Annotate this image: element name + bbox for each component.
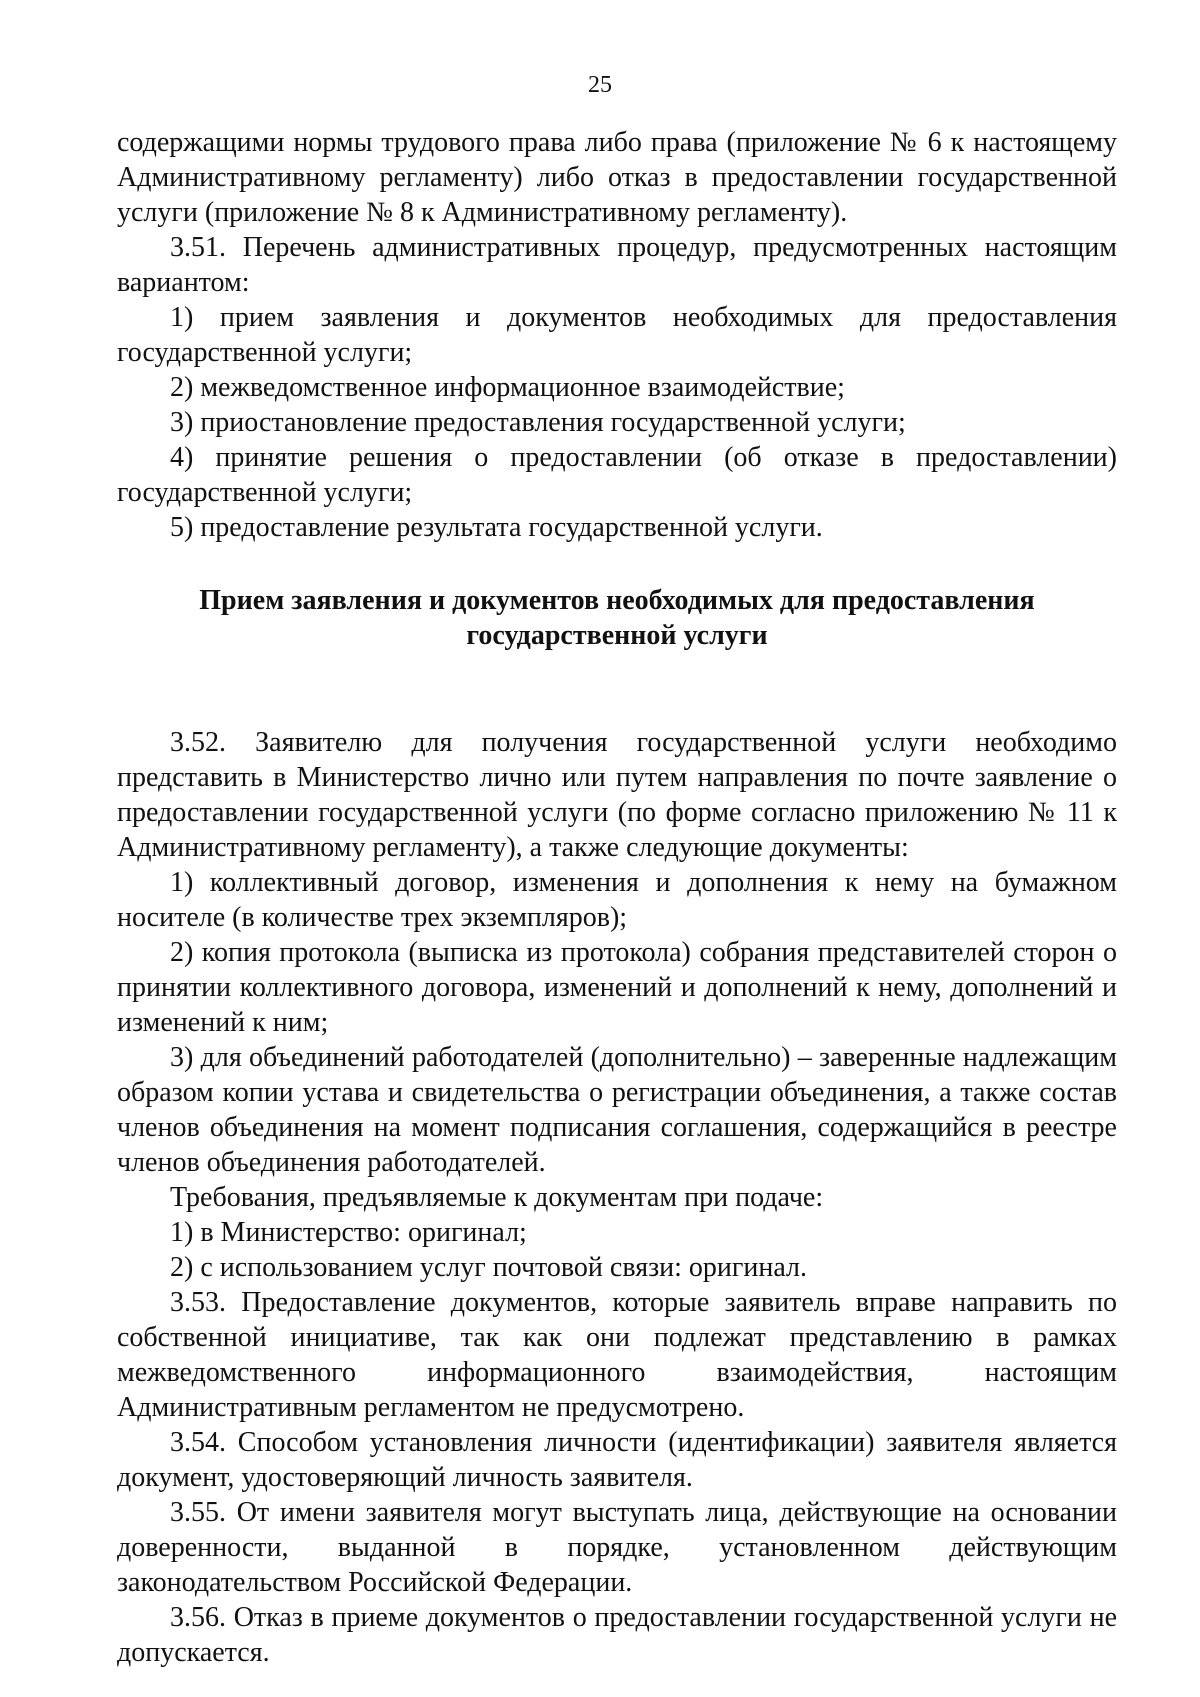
list-item-requirement-2: 2) с использованием услуг почтовой связи: оригинал. (170, 1252, 807, 1283)
list-item-procedure-1: 1) прием заявления и документов необходимых для предоставления государственной услуги; (117, 302, 1117, 368)
spacer (117, 545, 1117, 583)
list-item-procedure-2: 2) межведомственное информационное взаимодействие; (170, 372, 845, 403)
paragraph-3-55: 3.55. От имени заявителя могут выступать лица, действующие на основании доверенности, выданной в порядке, установленном действующим законодательством Российской Федерации. (117, 1497, 1117, 1598)
paragraph-3-51: 3.51. Перечень административных процедур, предусмотренных настоящим вариантом: (117, 232, 1117, 298)
paragraph-3-52: 3.52. Заявителю для получения государственной услуги необходимо представить в Министерство лично или путем направления по почте заявление о предоставлении государственной услуги (по форме согласно приложению № 11 к Административному регламенту), а также следующие документы: (117, 727, 1117, 863)
paragraph-3-53: 3.53. Предоставление документов, которые заявитель вправе направить по собственной инициативе, так как они подлежат представлению в рамках межведомственного информационного взаимодействия, настоящим Административным регламентом не предусмотрено. (117, 1287, 1117, 1423)
paragraph-requirements: Требования, предъявляемые к документам при подаче: (170, 1182, 824, 1213)
list-item-document-2: 2) копия протокола (выписка из протокола) собрания представителей сторон о принятии коллективного договора, изменений и дополнений к нему, дополнений и изменений к ним; (117, 937, 1117, 1038)
spacer (117, 653, 1117, 725)
section-heading-line-1: Прием заявления и документов необходимых для предоставления (199, 585, 1035, 616)
list-item-document-3: 3) для объединений работодателей (дополнительно) – заверенные надлежащим образом копии устава и свидетельства о регистрации объединения, а также состав членов объединения на момент подписания соглашения, содержащийся в реестре членов объединения работодателей. (117, 1042, 1117, 1178)
list-item-procedure-4: 4) принятие решения о предоставлении (об отказе в предоставлении) государственной услуги; (117, 442, 1117, 508)
document-body (117, 125, 1117, 1670)
list-item-procedure-3: 3) приостановление предоставления государственной услуги; (170, 407, 906, 438)
section-heading-line-2: государственной услуги (466, 620, 768, 651)
paragraph-3-54: 3.54. Способом установления личности (идентификации) заявителя является документ, удостоверяющий личность заявителя. (117, 1427, 1117, 1493)
page-number: 25 (588, 72, 612, 98)
paragraph-continuation: содержащими нормы трудового права либо права (приложение № 6 к настоящему Административному регламенту) либо отказ в предоставлении государственной услуги (приложение № 8 к Административному регламенту). (117, 127, 1117, 228)
list-item-requirement-1: 1) в Министерство: оригинал; (170, 1217, 527, 1248)
list-item-procedure-5: 5) предоставление результата государственной услуги. (170, 512, 823, 543)
list-item-document-1: 1) коллективный договор, изменения и дополнения к нему на бумажном носителе (в количестве трех экземпляров); (117, 867, 1117, 933)
paragraph-3-56: 3.56. Отказ в приеме документов о предоставлении государственной услуги не допускается. (117, 1602, 1117, 1668)
